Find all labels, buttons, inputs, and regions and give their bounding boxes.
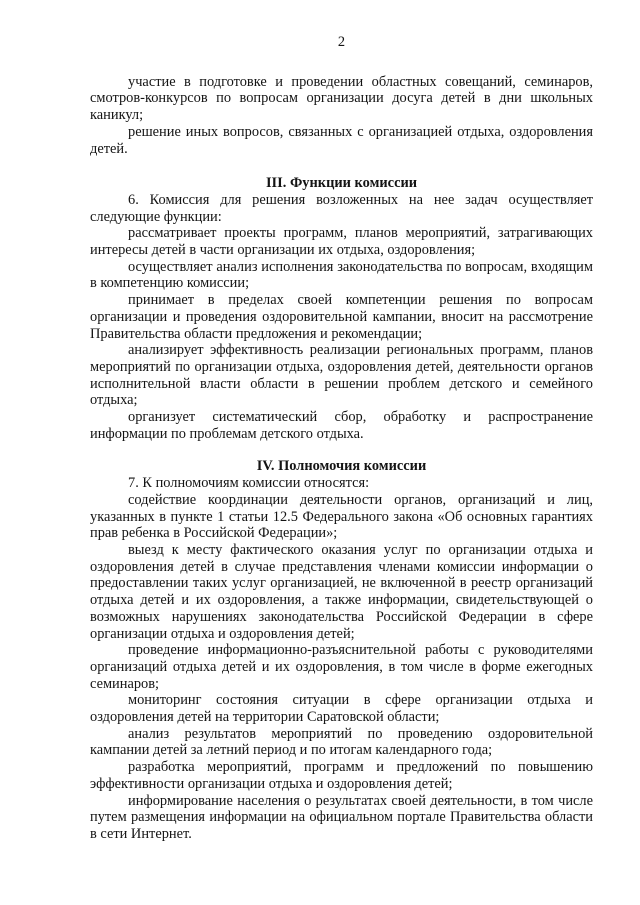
paragraph: 7. К полномочиям комиссии относятся: (128, 475, 370, 492)
paragraph: проведение информационно-разъяснительной работы с руководителями организаций отдыха детей и их оздоровления, в том числе в форме ежегодных семинаров; (90, 642, 593, 692)
section-heading-functions: III. Функции комиссии (265, 175, 418, 192)
page-number: 2 (337, 34, 346, 50)
paragraph: разработка мероприятий, программ и предложений по повышению эффективности организации отдыха и оздоровления детей; (90, 759, 593, 792)
paragraph: анализ результатов мероприятий по проведению оздоровительной кампании детей за летний период и по итогам календарного года; (90, 725, 593, 759)
document-page (90, 34, 593, 843)
paragraph: содействие координации деятельности органов, организаций и лиц, указанных в пункте 1 статьи 12.5 Федерального закона «Об основных гарантиях прав ребенка в Российской Федерации»; (90, 491, 593, 542)
paragraph: анализирует эффективность реализации региональных программ, планов мероприятий по организации отдыха, оздоровления детей, деятельности органов исполнительной власти области в решении проблем детского и семейного отдыха; (90, 342, 593, 409)
paragraph: рассматривает проекты программ, планов мероприятий, затрагивающих интересы детей в части организации их отдыха, оздоровления; (90, 225, 593, 259)
paragraph: мониторинг состояния ситуации в сфере организации отдыха и оздоровления детей на территории Саратовской области; (90, 692, 593, 726)
paragraph: 6. Комиссия для решения возложенных на нее задач осуществляет следующие функции: (90, 191, 593, 225)
paragraph: организует систематический сбор, обработку и распространение информации по проблемам детского отдыха. (90, 409, 593, 442)
paragraph: участие в подготовке и проведении областных совещаний, семинаров, смотров-конкурсов по вопросам организации досуга детей в дни школьных каникул; (90, 73, 593, 124)
paragraph: выезд к месту фактического оказания услуг по организации отдыха и оздоровления детей в случае представления членами комиссии информации о предоставлении таких услуг организацией, не включенной в реестр организаций отдыха детей и их оздоровления, а также информации, свидетельствующей о возможных нарушениях законодательства Российской Федерации в сфере организации отдыха и оздоровления детей; (90, 541, 593, 642)
paragraph: решение иных вопросов, связанных с организацией отдыха, оздоровления детей. (90, 123, 593, 157)
paragraph: информирование населения о результатах своей деятельности, в том числе путем размещения информации на официальном портале Правительства области в сети Интернет. (90, 792, 593, 842)
paragraph: принимает в пределах своей компетенции решения по вопросам организации и проведения оздоровительной кампании, вносит на рассмотрение Правительства области предложения и рекомендации; (90, 292, 593, 342)
paragraph: осуществляет анализ исполнения законодательства по вопросам, входящим в компетенцию комиссии; (90, 258, 593, 292)
section-heading-powers: IV. Полномочия комиссии (256, 458, 427, 475)
